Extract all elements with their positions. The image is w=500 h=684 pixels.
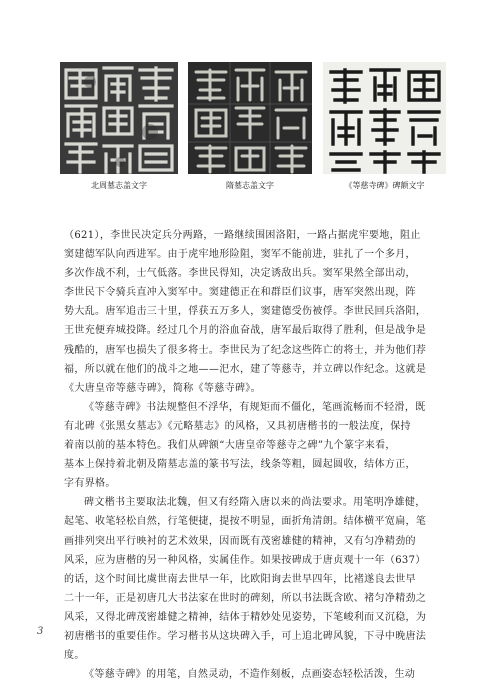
figure-row — [60, 62, 446, 197]
figure-caption-dengci-stele: 《等慈寺碑》碑额文字 — [344, 181, 425, 190]
text-line: 《等慈寺碑》的用笔，自然灵动，不造作刻板，点画姿态轻松活泼，生动 — [84, 669, 416, 681]
body-text — [64, 226, 446, 684]
text-line: 字有界格。 — [64, 478, 116, 490]
text-line: 《等慈寺碑》书法规整但不浮华，有规矩而不僵化，笔画流畅而不轻滑，既 — [84, 401, 426, 413]
figure-caption-northern-zhou: 北周墓志盖文字 — [91, 181, 147, 190]
text-line: 风采，又得北碑茂密雄健之精神，结体于精妙处见姿势，下笔峻利而又沉稳，为 — [64, 611, 427, 623]
paragraph-2 — [64, 398, 446, 493]
paragraph-1 — [64, 226, 446, 398]
text-line: 起笔、收笔轻松自然，行笔便捷，提按不明显，面折角清朗。结体横平宽扁，笔 — [64, 516, 427, 528]
text-line: 着南以前的基本特色。我们从碑额“大唐皇帝等慈寺之碑”九个篆字来看， — [64, 440, 396, 452]
text-line: 的话，这个时间比虞世南去世早一年，比欧阳询去世早四年，比褚遂良去世早 — [64, 573, 416, 585]
text-line: 基本上保持着北朝及隋墓志盖的篆书写法，线条等粗，圆起圆收，结体方正， — [64, 459, 416, 471]
text-line: 二十一年，正是初唐几大书法家在世时的碑刻，所以书法既含欧、褚匀净精劲之 — [64, 592, 427, 604]
text-line: 碑文楷书主要取法北魏，但又有经隋入唐以来的尚法要求。用笔明净雄健， — [84, 497, 426, 509]
figure-caption-sui: 隋墓志盖文字 — [226, 181, 274, 190]
text-line: 势大乱。唐军追击三十里，俘获五万多人，窦建德受伤被俘。李世民回兵洛阳， — [64, 306, 427, 318]
text-line: 初唐楷书的重要佳作。学习楷书从这块碑入手，可上追北碑风貌，下寻中晚唐法 — [64, 630, 427, 642]
text-line: 风采，应为唐楷的另一种风格，实属佳作。如果按碑成于唐贞观十一年（637） — [64, 554, 426, 566]
text-line: 残酷的，唐军也损失了很多将士。李世民为了纪念这些阵亡的将士，并为他们荐 — [64, 344, 427, 356]
paragraph-3 — [64, 493, 446, 665]
northern-zhou-epitaph-rubbing — [60, 62, 178, 174]
text-line: 画排列突出平行映衬的艺术效果，因而既有茂密雄健的精神，又有匀净精劲的 — [64, 535, 416, 547]
sui-epitaph-rubbing — [188, 62, 312, 174]
text-line: 窦建德军队向西进军。由于虎牢地形险阻，窦军不能前进，驻扎了一个多月， — [64, 249, 416, 261]
paragraph-4 — [64, 665, 446, 684]
dengci-temple-stele-heading-rubbing — [323, 62, 446, 174]
text-line: 有北碑《张黑女墓志》《元略墓志》的风格，又具初唐楷书的一般法度，保持 — [64, 420, 411, 432]
text-line: 《大唐皇帝等慈寺碑》，简称《等慈寺碑》。 — [64, 382, 261, 394]
page-number: 3 — [37, 626, 44, 637]
text-line: 李世民下令骑兵直冲入窦军中。窦建德正在和群臣们议事，唐军突然出现，阵 — [64, 287, 416, 299]
text-line: 度。 — [64, 650, 85, 662]
text-line: 福，所以就在他们的战斗之地——汜水，建了等慈寺，并立碑以作纪念。这就是 — [64, 363, 427, 375]
text-line: （621），李世民决定兵分两路，一路继续围困洛阳，一路占据虎牢要地，阻止 — [64, 230, 421, 241]
text-line: 多次作战不利，士气低落。李世民得知，决定诱敌出兵。窦军果然全部出动， — [64, 268, 416, 280]
text-line: 王世充便弃城投降。经过几个月的浴血奋战，唐军最后取得了胜利，但是战争是 — [64, 325, 427, 337]
